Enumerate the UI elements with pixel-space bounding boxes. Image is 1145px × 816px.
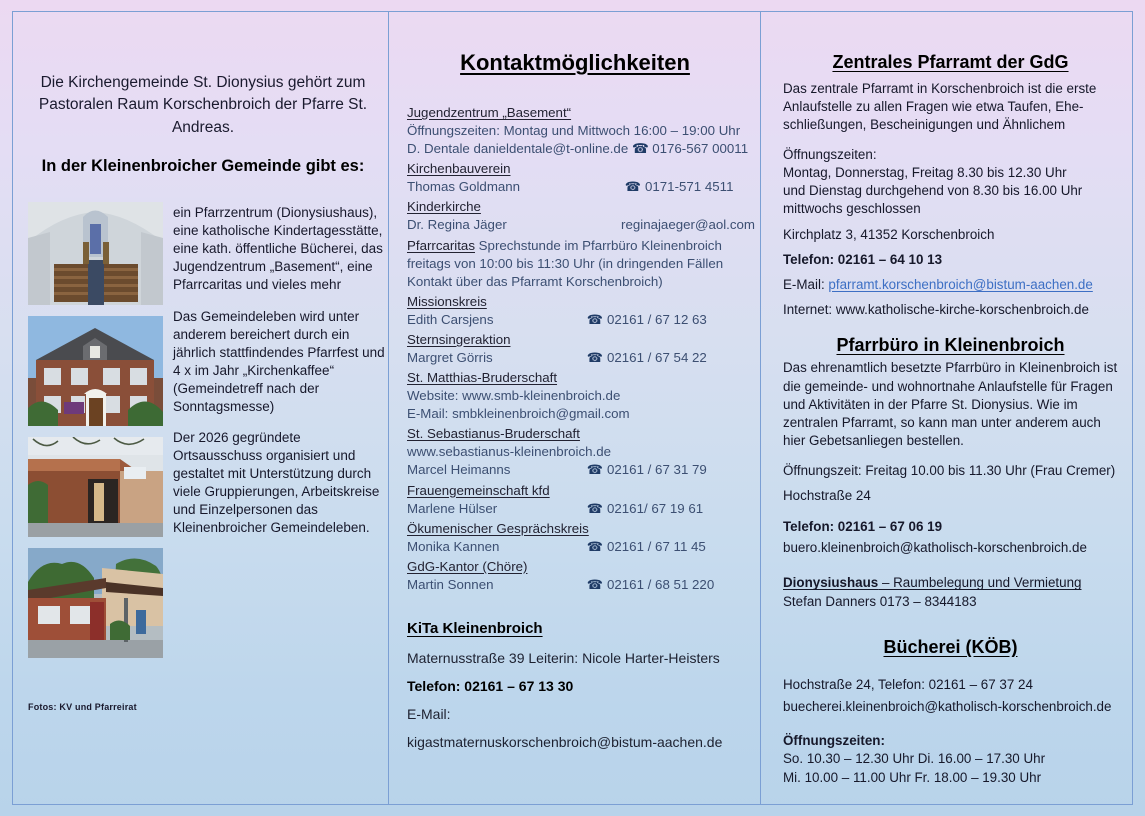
contact-line: freitags von 10:00 bis 11:30 Uhr (in dringenden Fällen	[407, 255, 724, 271]
left-paragraph-2: Das Gemeindeleben wird unter anderem bereichert durch ein jährlich stattfindendes Pfarrfest und 4 x im Jahr „Kirchenkaffee“ (Gemeindetreff nach der Sonntagsmesse)	[173, 308, 385, 414]
pfarramt-internet-line	[783, 301, 1118, 319]
right-column	[761, 12, 1134, 806]
contact-line	[407, 140, 755, 158]
left-body-text	[173, 204, 388, 551]
contact-heading: Kinderkirche	[407, 199, 481, 215]
pfarramt-hours-1: Montag, Donnerstag, Freitag 8.30 bis 12.30 Uhr	[783, 164, 1067, 180]
spacer	[783, 658, 1118, 676]
left-paragraph-3: Der 2026 gegründete Ortsausschuss organisiert und gestaltet mit Unterstützung durch viele Gruppierungen, Arbeitskreise und Einzelpersonen das Kleinenbroicher Gemeindeleben.	[173, 430, 380, 536]
spacer	[783, 557, 1118, 574]
contact-heading: Sternsingeraktion	[407, 331, 511, 347]
contact-heading: St. Matthias-Bruderschaft	[407, 370, 558, 386]
spacer	[783, 451, 1118, 462]
contact-line	[407, 311, 755, 329]
spacer	[783, 269, 1118, 276]
photo-brick-parish-house	[28, 316, 163, 426]
contact-st-matthias-bruderschaft	[407, 369, 755, 423]
pfarrbuero-phone: Telefon: 02161 – 67 06 19	[783, 518, 943, 534]
contact-line	[407, 216, 755, 234]
pfarramt-title: Zentrales Pfarramt der GdG	[832, 52, 1069, 72]
pfarrbuero-title-wrap	[761, 335, 1140, 356]
pfarramt-hours-label: Öffnungszeiten:	[783, 146, 877, 162]
contact-person: Thomas Goldmann	[407, 179, 521, 195]
contact-gdg-kantor	[407, 558, 755, 594]
contact-kinderkirche	[407, 198, 755, 234]
phone-icon: ☎	[586, 350, 603, 366]
contact-pfarrcaritas	[407, 237, 755, 291]
pfarramt-internet-label: Internet:	[783, 302, 833, 318]
contact-line: Kontakt über das Pfarramt Korschenbroich)	[407, 273, 663, 289]
intro-line-1: Die Kirchengemeinde St. Dionysius gehört zum	[40, 74, 366, 91]
pfarramt-hours-2: und Dienstag durchgehend von 8.30 bis 16.00 Uhr	[783, 183, 1083, 199]
kita-email-label: E-Mail:	[407, 706, 451, 722]
contact-phone: 02161 / 67 11 45	[607, 538, 706, 554]
spacer	[783, 716, 1118, 732]
photo-parish-centre-building	[28, 548, 163, 658]
spacer	[783, 135, 1118, 146]
dionysiushaus-label: Dionysiushaus	[783, 575, 879, 591]
brochure-page	[12, 11, 1133, 805]
contact-line	[407, 349, 755, 367]
spacer	[783, 219, 1118, 226]
contact-line	[407, 538, 755, 556]
contact-phone: 02161 / 68 51 220	[607, 576, 715, 592]
contact-line: Öffnungszeiten: Montag und Mittwoch 16:00 – 19:00 Uhr	[407, 123, 741, 139]
left-heading: In der Kleinenbroicher Gemeinde gibt es:	[41, 157, 365, 175]
phone-icon: ☎	[586, 500, 603, 516]
contact-heading: Missionskreis	[407, 293, 487, 309]
contact-heading-suffix: Sprechstunde im Pfarrbüro Kleinenbroich	[474, 237, 722, 253]
pfarramt-internet-url[interactable]: www.katholische-kirche-korschenbroich.de	[835, 302, 1089, 318]
contact-kirchenbauverein	[407, 160, 755, 196]
contact-website: Website: www.smb-kleinenbroich.de	[407, 388, 621, 404]
spacer	[783, 73, 1118, 80]
contact-heading: Pfarrcaritas	[407, 237, 475, 253]
phone-icon: ☎	[631, 141, 649, 157]
contact-frauengemeinschaft-kfd	[407, 482, 755, 518]
kita-email: kigastmaternuskorschenbroich@bistum-aachen.de	[407, 734, 723, 750]
pfarramt-title-wrap	[761, 52, 1140, 73]
buecherei-address: Hochstraße 24, Telefon: 02161 – 67 37 24	[783, 676, 1033, 692]
photo-stack	[28, 202, 163, 669]
kita-heading: KiTa Kleinenbroich	[407, 620, 543, 637]
pfarrbuero-intro: Das ehrenamtlich besetzte Pfarrbüro in Kleinenbroich ist die gemeinde- und wohnortnahe Anlaufstelle für Fragen und Aktivitäten in der Pfarre St. Dionysius. Wie im zentralen Pfarramt, so kann man unter anderem auch hier Gebetsanliegen bestellen.	[783, 360, 1118, 449]
contact-person: Edith Carsjens	[407, 311, 494, 327]
left-column	[13, 12, 389, 806]
spacer	[783, 294, 1118, 301]
photo-credit: Fotos: KV und Pfarreirat	[28, 702, 137, 712]
dionysiushaus-line	[783, 574, 1118, 592]
pfarramt-email-line	[783, 276, 1118, 294]
spacer	[783, 611, 1118, 637]
pfarramt-address: Kirchplatz 3, 41352 Korschenbroich	[783, 226, 995, 242]
contact-person: Martin Sonnen	[407, 576, 494, 592]
middle-column	[390, 12, 760, 806]
contact-person-email: D. Dentale danieldentale@t-online.de	[407, 141, 629, 157]
contact-st-sebastianus-bruderschaft	[407, 425, 755, 479]
pfarrbuero-address: Hochstraße 24	[783, 487, 871, 503]
pfarramt-email-link[interactable]: pfarramt.korschenbroich@bistum-aachen.de	[828, 276, 1093, 292]
left-paragraph-1: ein Pfarrzentrum (Dionysiushaus), eine katholische Kindertagesstätte, eine kath. öffentliche Bücherei, das Jugendzentrum „Basement“, eine Pfarrcaritas und vieles mehr	[173, 205, 383, 292]
buecherei-hours-label: Öffnungszeiten:	[783, 733, 885, 749]
contact-email: reginajaeger@aol.com	[621, 217, 755, 233]
contact-missionskreis	[407, 293, 755, 329]
kita-address: Maternusstraße 39 Leiterin: Nicole Harter-Heisters	[407, 650, 720, 666]
contacts-title: Kontaktmöglichkeiten	[460, 50, 690, 75]
spacer	[783, 244, 1118, 251]
spacer	[783, 505, 1118, 518]
intro-line-2: Pastoralen Raum Korschenbroich der Pfarre St. Andreas.	[38, 96, 368, 136]
spacer	[783, 480, 1118, 487]
phone-icon: ☎	[586, 576, 603, 592]
phone-icon: ☎	[586, 462, 603, 478]
contact-phone: 0176-567 00011	[652, 141, 749, 157]
spacer	[783, 319, 1118, 335]
kita-block	[407, 620, 755, 762]
contact-phone: 02161 / 67 31 79	[607, 462, 707, 478]
contact-line	[407, 237, 755, 255]
buecherei-title-wrap	[761, 637, 1140, 658]
contact-sternsingeraktion	[407, 331, 755, 367]
contact-phone: 02161/ 67 19 61	[607, 500, 704, 516]
contact-heading: Frauengemeinschaft kfd	[407, 482, 550, 498]
contact-heading: GdG-Kantor (Chöre)	[407, 558, 528, 574]
pfarrbuero-title: Pfarrbüro in Kleinenbroich	[836, 335, 1065, 356]
pfarramt-phone: Telefon: 02161 – 64 10 13	[783, 251, 943, 267]
right-content	[783, 52, 1118, 787]
contact-line	[407, 178, 755, 196]
contact-heading: Ökumenischer Gesprächskreis	[407, 520, 589, 536]
contact-phone: 02161 / 67 54 22	[607, 350, 707, 366]
phone-icon: ☎	[586, 311, 603, 327]
buecherei-title: Bücherei (KÖB)	[883, 636, 1018, 657]
buecherei-hours-2: Mi. 10.00 – 11.00 Uhr Fr. 18.00 – 19.30 Uhr	[783, 769, 1042, 785]
kita-phone: Telefon: 02161 – 67 13 30	[407, 678, 574, 694]
contact-line	[407, 500, 755, 518]
intro-text	[23, 72, 383, 139]
pfarramt-email-label: E-Mail:	[783, 276, 825, 292]
contact-oekumenischer-gespraechskreis	[407, 520, 755, 556]
contact-line	[407, 461, 755, 479]
pfarrbuero-email[interactable]: buero.kleinenbroich@katholisch-korschenbroich.de	[783, 540, 1087, 556]
pfarrbuero-hours: Öffnungszeit: Freitag 10.00 bis 11.30 Uhr (Frau Cremer)	[783, 462, 1116, 478]
pfarramt-intro: Das zentrale Pfarramt in Korschenbroich ist die erste Anlaufstelle zu allen Fragen wie etwa Taufen, Ehe-schließungen, Bescheinigungen und Ähnlichem	[783, 81, 1097, 133]
contact-person: Monika Kannen	[407, 538, 500, 554]
phone-icon: ☎	[624, 179, 641, 195]
contact-line	[407, 576, 755, 594]
contact-heading: St. Sebastianus-Bruderschaft	[407, 426, 580, 442]
contact-heading: Jugendzentrum „Basement“	[407, 105, 572, 120]
buecherei-hours-1: So. 10.30 – 12.30 Uhr Di. 16.00 – 17.30 Uhr	[783, 751, 1046, 767]
phone-icon: ☎	[586, 538, 603, 554]
contact-jugendzentrum	[407, 104, 755, 158]
photo-church-interior-nave	[28, 202, 163, 305]
contact-heading: Kirchenbauverein	[407, 161, 511, 177]
contact-person: Dr. Regina Jäger	[407, 217, 507, 233]
contact-website: www.sebastianus-kleinenbroich.de	[407, 444, 611, 460]
photo-dionysiushaus-entrance	[28, 437, 163, 537]
contact-phone: 02161 / 67 12 63	[607, 311, 707, 327]
contact-person: Marcel Heimanns	[407, 462, 511, 478]
buecherei-email[interactable]: buecherei.kleinenbroich@katholisch-korschenbroich.de	[783, 699, 1112, 715]
contact-email: E-Mail: smbkleinenbroich@gmail.com	[407, 406, 630, 422]
contacts-list	[407, 104, 755, 596]
pfarramt-hours-3: mittwochs geschlossen	[783, 201, 921, 217]
contact-phone: 0171-571 4511	[645, 179, 734, 195]
contact-person: Marlene Hülser	[407, 500, 498, 516]
dionysiushaus-contact: Stefan Danners 0173 – 8344183	[783, 593, 977, 609]
contact-person: Margret Görris	[407, 350, 493, 366]
dionysiushaus-dash: – Raumbelegung und Vermietung	[878, 575, 1082, 591]
